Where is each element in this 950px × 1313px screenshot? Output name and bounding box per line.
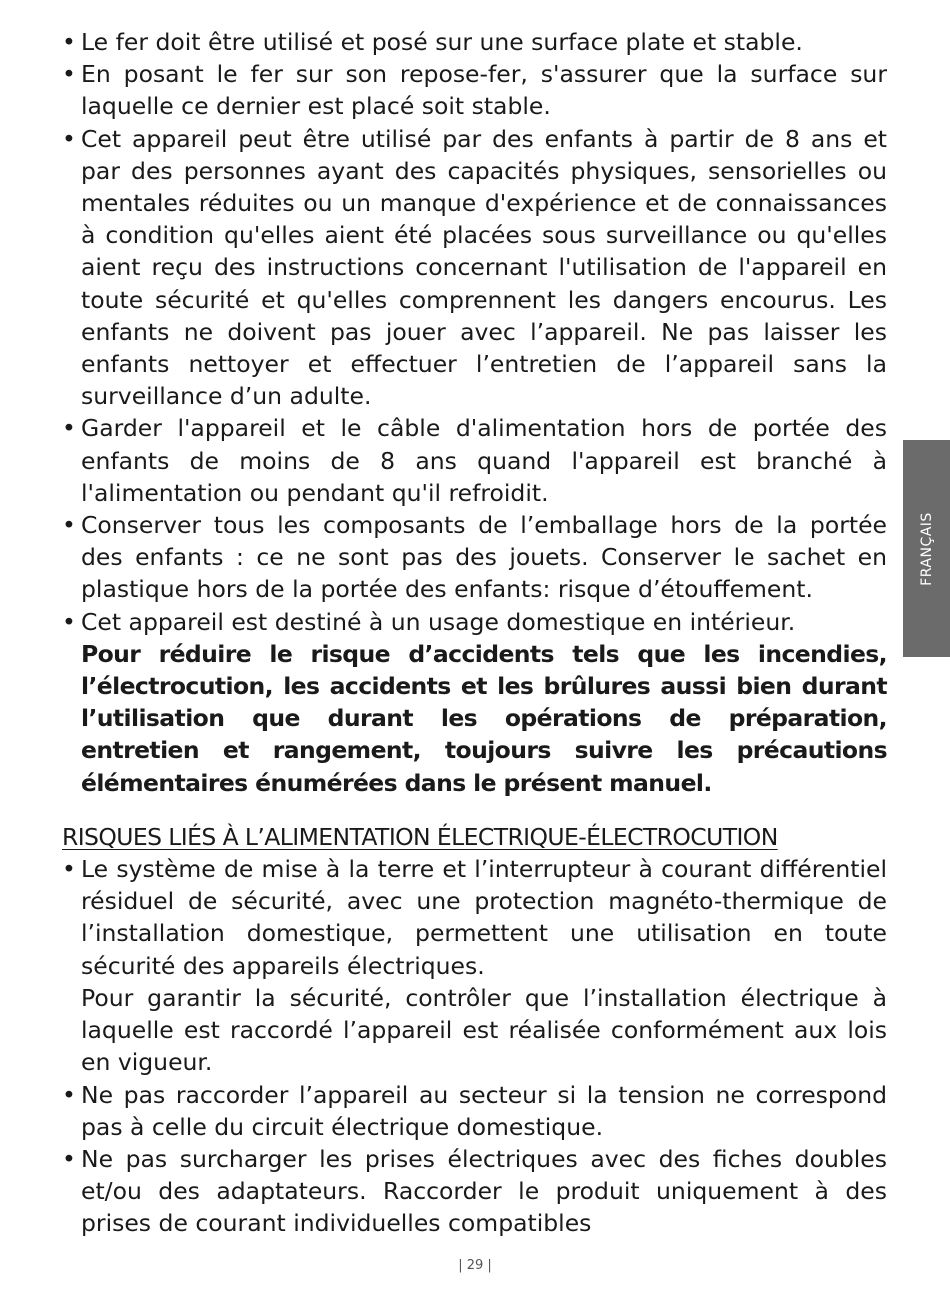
list-item: • Ne pas raccorder l’appareil au secteur si la tension ne correspond pas à celle du circuit électrique domestique.: [62, 1079, 887, 1143]
manual-page-content: [62, 26, 887, 1240]
list-item: • Ne pas surcharger les prises électriques avec des fiches doubles et/ou des adaptateurs. Raccorder le produit uniquement à des prises de courant individuelles compatibles: [62, 1143, 887, 1240]
safety-warning: Pour réduire le risque d’accidents tels que les incendies, l’électrocution, les accidents et les brûlures aussi bien durant l’utilisation que durant les opérations de préparation, entretien et rangement, toujours suivre les précautions élémentaires énumérées dans le présent manuel.: [81, 639, 887, 797]
section-heading: RISQUES LIÉS À L’ALIMENTATION ÉLECTRIQUE-ÉLECTROCUTION: [62, 822, 778, 851]
safety-list: [62, 26, 887, 638]
list-item-continuation: Pour garantir la sécurité, contrôler que l’installation électrique à laquelle est raccordé l’appareil est réalisée conformément aux lois en vigueur.: [81, 983, 887, 1077]
list-item: • Cet appareil est destiné à un usage domestique en intérieur.: [62, 606, 887, 638]
list-item: [62, 853, 887, 982]
list-item: • Le fer doit être utilisé et posé sur une surface plate et stable.: [62, 26, 887, 58]
list-item: • Cet appareil peut être utilisé par des enfants à partir de 8 ans et par des personnes ayant des capacités physiques, sensorielles ou mentales réduites ou un manque d'expérience et de connaissances à condition qu'elles aient été placées sous surveillance ou qu'elles aient reçu des instructions concernant l'utilisation de l'appareil en toute sécurité et qu'elles comprennent les dangers encourus. Les enfants ne doivent pas jouer avec l’appareil. Ne pas laisser les enfants nettoyer et effectuer l’entretien de l’appareil sans la surveillance d’un adulte.: [62, 123, 887, 413]
page-number: | 29 |: [458, 1258, 492, 1273]
list-item: • En posant le fer sur son repose-fer, s'assurer que la surface sur laquelle ce dernier est placé soit stable.: [62, 58, 887, 122]
language-tab: [903, 440, 950, 657]
language-tab-label: FRANÇAIS: [918, 511, 935, 586]
electrical-risk-list-cont: [62, 1079, 887, 1240]
list-item: • Conserver tous les composants de l’emballage hors de la portée des enfants : ce ne sont pas des jouets. Conserver le sachet en plastique hors de la portée des enfants: risque d’étouffement.: [62, 509, 887, 606]
list-item-text: Le système de mise à la terre et l’interrupteur à courant différentiel résiduel de sécurité, avec une protection magnéto-thermique de l’installation domestique, permettent une utilisation en toute sécurité des appareils électriques.: [81, 855, 887, 980]
list-item: • Garder l'appareil et le câble d'alimentation hors de portée des enfants de moins de 8 ans quand l'appareil est branché à l'alimentation ou pendant qu'il refroidit.: [62, 412, 887, 509]
electrical-risk-list: [62, 853, 887, 982]
